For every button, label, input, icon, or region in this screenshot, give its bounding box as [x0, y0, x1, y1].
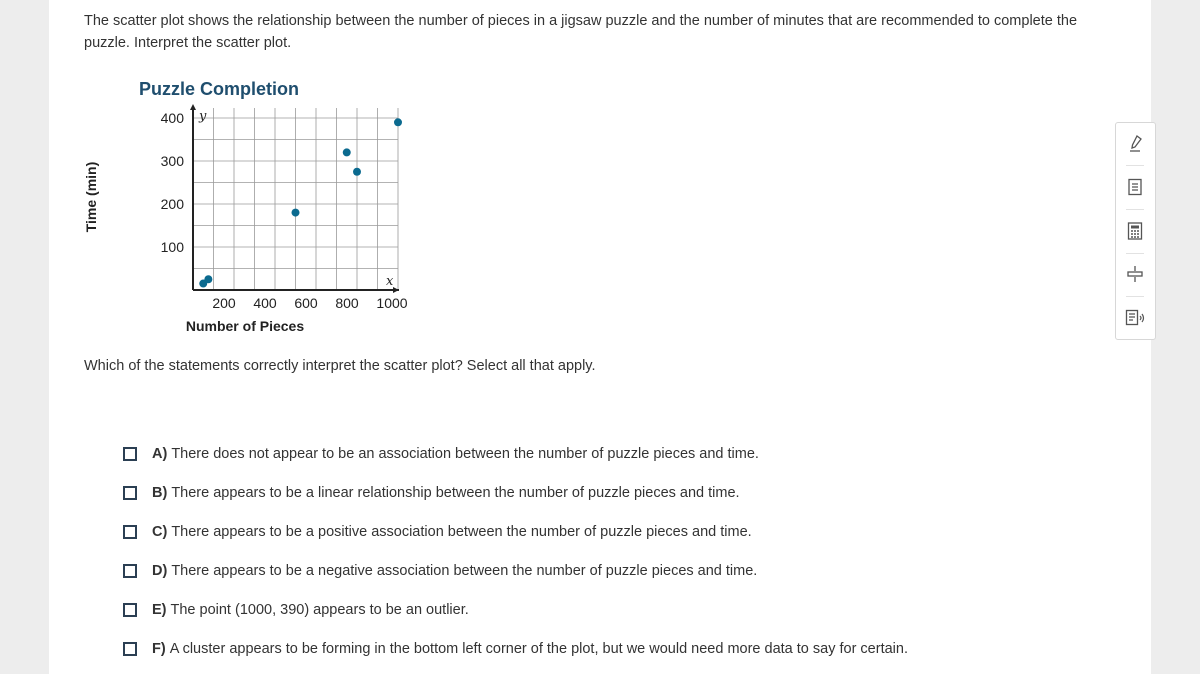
chart-axes — [190, 104, 399, 293]
y-axis-label: Time (min) — [83, 161, 99, 233]
checkbox-c[interactable] — [123, 525, 137, 539]
option-a[interactable] — [123, 434, 908, 473]
data-point — [394, 118, 402, 126]
chart-points — [199, 118, 402, 287]
x-axis-variable: x — [386, 274, 394, 289]
option-letter: A) — [152, 445, 168, 462]
scatter-plot-svg — [79, 75, 408, 345]
x-tick-label: 200 — [212, 295, 236, 311]
y-tick-label: 200 — [160, 196, 184, 212]
checkbox-d[interactable] — [123, 564, 137, 578]
x-axis-label: Number of Pieces — [185, 318, 305, 334]
option-text: There appears to be a linear relationship between the number of puzzle pieces and time. — [171, 484, 740, 501]
data-point — [343, 148, 351, 156]
notepad-icon[interactable] — [1124, 176, 1146, 198]
calculator-icon[interactable] — [1124, 220, 1146, 242]
checkbox-f[interactable] — [123, 642, 137, 656]
checkbox-a[interactable] — [123, 447, 137, 461]
question-text: Which of the statements correctly interpret the scatter plot? Select all that apply. — [84, 358, 596, 374]
x-tick-label: 800 — [335, 295, 359, 311]
option-text: A cluster appears to be forming in the bottom left corner of the plot, but we would need more data to say for certain. — [169, 640, 908, 657]
data-point — [353, 168, 361, 176]
option-letter: C) — [152, 523, 168, 540]
highlighter-icon[interactable] — [1124, 133, 1146, 155]
answer-options — [123, 434, 908, 668]
scatter-plot — [79, 75, 408, 345]
data-point — [292, 209, 300, 217]
option-letter: B) — [152, 484, 168, 501]
chart-grid — [193, 108, 398, 290]
chart-ticks — [161, 110, 408, 311]
option-letter: F) — [152, 640, 166, 657]
option-text: There appears to be a positive association between the number of puzzle pieces and time. — [171, 523, 752, 540]
question-panel — [49, 0, 1151, 674]
y-tick-label: 100 — [160, 239, 184, 255]
y-axis-variable: y — [199, 109, 207, 124]
option-letter: E) — [152, 601, 167, 618]
x-tick-label: 1000 — [376, 295, 408, 311]
option-b[interactable] — [123, 473, 908, 512]
option-text: There does not appear to be an association between the number of puzzle pieces and time. — [171, 445, 759, 462]
y-axis-arrow — [190, 104, 196, 110]
y-tick-label: 400 — [160, 110, 184, 126]
option-c[interactable] — [123, 512, 908, 551]
tools-toolbar — [1115, 122, 1156, 340]
chart-title: Puzzle Completion — [138, 79, 300, 99]
checkbox-e[interactable] — [123, 603, 137, 617]
text-to-speech-icon[interactable] — [1124, 307, 1146, 329]
option-d[interactable] — [123, 551, 908, 590]
checkbox-b[interactable] — [123, 486, 137, 500]
option-f[interactable] — [123, 629, 908, 668]
option-letter: D) — [152, 562, 168, 579]
y-tick-label: 300 — [160, 153, 184, 169]
intro-text: The scatter plot shows the relationship between the number of pieces in a jigsaw puzzle and the number of minutes that are recommended to complete the puzzle. Interpret the scatter plot. — [84, 13, 1078, 51]
option-e[interactable] — [123, 590, 908, 629]
x-tick-label: 600 — [294, 295, 318, 311]
option-text: The point (1000, 390) appears to be an outlier. — [170, 601, 469, 618]
x-tick-label: 400 — [253, 295, 277, 311]
option-text: There appears to be a negative association between the number of puzzle pieces and time. — [171, 562, 758, 579]
data-point — [204, 275, 212, 283]
line-reader-icon[interactable] — [1124, 263, 1146, 285]
